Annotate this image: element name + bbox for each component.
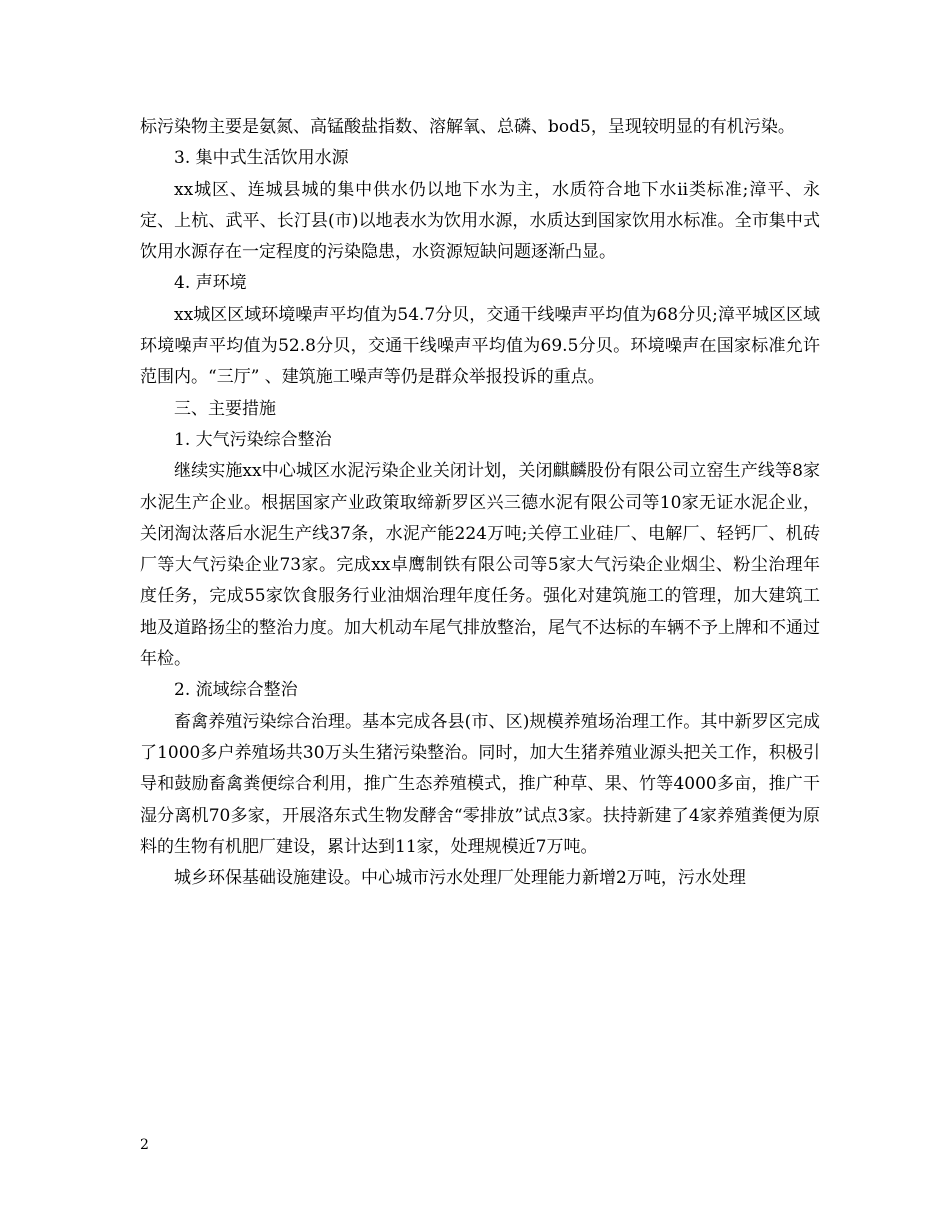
section-heading-sound-environment: 4. 声环境	[174, 273, 247, 294]
section-heading-main-measures: 三、主要措施	[174, 398, 276, 419]
paragraph-1: 标污染物主要是氨氮、高锰酸盐指数、溶解氧、总磷、bod5，呈现较明显的有机污染。	[140, 117, 795, 137]
section-heading-air-pollution: 1. 大气污染综合整治	[174, 429, 332, 450]
paragraph-sound-environment: xx城区区域环境噪声平均值为54.7分贝，交通干线噪声平均值为68分贝;漳平城区区域环境噪声平均值为52.8分贝，交通干线噪声平均值为69.5分贝。环境噪声在国家标准允许范围内。“三厅” 、建筑施工噪声等仍是群众举报投诉的重点。	[140, 304, 820, 388]
document-body	[140, 112, 820, 894]
paragraph-infrastructure: 城乡环保基础设施建设。中心城市污水处理厂处理能力新增2万吨，污水处理	[174, 868, 746, 889]
section-heading-basin-treatment: 2. 流域综合整治	[174, 680, 298, 701]
page-number: 2	[140, 1137, 149, 1153]
paragraph-drinking-water: xx城区、连城县城的集中供水仍以地下水为主，水质符合地下水ii类标准;漳平、永定、上杭、武平、长汀县(市)以地表水为饮用水源，水质达到国家饮用水标准。全市集中式饮用水源存在一定程度的污染隐患，水资源短缺问题逐渐凸显。	[140, 179, 820, 263]
section-heading-drinking-water: 3. 集中式生活饮用水源	[174, 148, 349, 169]
paragraph-air-pollution: 继续实施xx中心城区水泥污染企业关闭计划，关闭麒麟股份有限公司立窑生产线等8家水泥生产企业。根据国家产业政策取缔新罗区兴三德水泥有限公司等10家无证水泥企业，关闭淘汰落后水泥生产线37条，水泥产能224万吨;关停工业硅厂、电解厂、轻钙厂、机砖厂等大气污染企业73家。完成xx卓鹰制铁有限公司等5家大气污染企业烟尘、粉尘治理年度任务，完成55家饮食服务行业油烟治理年度任务。强化对建筑施工的管理，加大建筑工地及道路扬尘的整治力度。加大机动车尾气排放整治，尾气不达标的车辆不予上牌和不通过年检。	[140, 461, 820, 670]
paragraph-livestock-pollution: 畜禽养殖污染综合治理。基本完成各县(市、区)规模养殖场治理工作。其中新罗区完成了1000多户养殖场共30万头生猪污染整治。同时，加大生猪养殖业源头把关工作，积极引导和鼓励畜禽粪便综合利用，推广生态养殖模式，推广种草、果、竹等4000多亩，推广干湿分离机70多家，开展洛东式生物发酵舍“零排放”试点3家。扶持新建了4家养殖粪便为原料的生物有机肥厂建设，累计达到11家，处理规模近7万吨。	[140, 711, 820, 857]
